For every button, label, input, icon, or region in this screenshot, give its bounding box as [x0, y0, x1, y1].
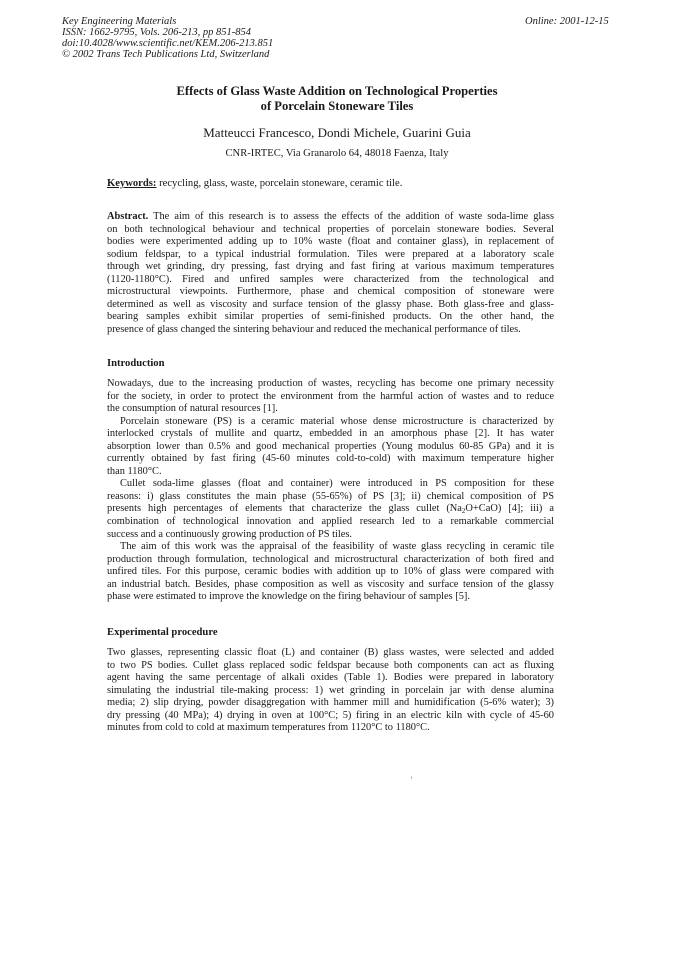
abstract-line: bearing samples exhibit similar properties of semi-finished products. On the other hand, the	[107, 311, 554, 323]
experimental-line: minutes from cold to cold at maximum temperatures from 1120°C to 1180°C.	[107, 722, 430, 734]
experimental-line: simulating the industrial tile-making process: 1) wet grinding in porcelain jar with dense alumina	[107, 684, 554, 696]
intro-line: Nowadays, due to the increasing production of wastes, recycling has become one primary necessity	[107, 378, 554, 389]
formula-subscript: 2	[461, 507, 466, 516]
intro-line: success and a continuously growing production of PS tiles.	[107, 528, 353, 540]
online-date: Online: 2001-12-15	[525, 16, 609, 27]
journal-name: Key Engineering Materials	[62, 16, 177, 27]
abstract-label: Abstract.	[107, 211, 149, 222]
keywords	[107, 177, 402, 190]
abstract-line: on both technological behaviour and technical properties of porcelain stoneware bodies. Several	[107, 223, 554, 235]
experimental-line: agent having the same percentage of alkali oxides (Table 1). Bodies were prepared in laboratory	[107, 672, 554, 684]
intro-line-formula	[107, 503, 554, 516]
experimental-heading: Experimental procedure	[107, 627, 218, 638]
introduction-body	[107, 378, 554, 604]
experimental-line: media; 2) slip drying, powder disaggregation with hammer mill and humidification (5-6% water); 3)	[107, 697, 554, 709]
abstract-line: (1120-1180°C). Fired and unfired samples were characterized from the technological and	[107, 273, 554, 285]
intro-line: combination of technological innovation and applied research led to a remarkable commercial	[107, 516, 554, 528]
paper-title	[107, 84, 567, 114]
abstract-line-text: The aim of this research is to assess the effects of the addition of waste soda-lime glass	[148, 211, 554, 222]
keywords-text: recycling, glass, waste, porcelain stoneware, ceramic tile.	[156, 178, 403, 189]
title-line-1: Effects of Glass Waste Addition on Technological Properties	[176, 84, 498, 98]
page-mark: ’	[410, 775, 413, 785]
abstract-line: presence of glass changed the sintering behaviour and reduced the mechanical performance of tiles.	[107, 323, 521, 335]
intro-line: the consumption of natural resources [1].	[107, 403, 278, 415]
intro-line: unfired tiles. For this purpose, ceramic bodies with addition up to 10% of glass were compared with	[107, 566, 554, 578]
intro-line: reasons: i) glass constitutes the main phase (55-65%) of PS [3]; ii) chemical composition of PS	[107, 490, 554, 502]
experimental-line: to two PS bodies. Cullet glass replaced sodic feldspar because both components can act as fluxing	[107, 659, 554, 671]
experimental-line: Two glasses, representing classic float (L) and container (B) glass wastes, were selected and added	[107, 647, 554, 658]
affiliation: CNR-IRTEC, Via Granarolo 64, 48018 Faenza, Italy	[225, 148, 449, 159]
intro-line: Porcelain stoneware (PS) is a ceramic material whose dense microstructure is characterized by	[120, 415, 554, 427]
doi-link[interactable]: doi:10.4028/www.scientific.net/KEM.206-213.851	[62, 38, 274, 49]
experimental-body	[107, 647, 554, 735]
journal-header	[62, 16, 273, 60]
abstract-line: bodies were experimented adding up to 10% waste (float and container glass), in replacement of	[107, 236, 554, 248]
formula-pre: presents high percentages of elements that characterize the glass cullet (Na	[107, 503, 462, 515]
copyright-line: © 2002 Trans Tech Publications Ltd, Switzerland	[62, 49, 270, 60]
intro-line: than 1180°C.	[107, 465, 162, 477]
abstract-line	[107, 211, 554, 224]
abstract-line: sodium feldspar, to a typical industrial formulation. Tiles were prepared at a laboratory scale	[107, 248, 554, 260]
intro-line: interlocked crystals of mullite and quartz, embedded in an amorphous phase [2]. It has water	[107, 428, 554, 440]
introduction-heading: Introduction	[107, 358, 165, 369]
abstract-line: through wet grinding, dry pressing, fast drying and fast firing at various maximum temperatures	[107, 261, 554, 273]
experimental-line: dry pressing (40 MPa); 4) drying in oven at 100°C; 5) firing in an electric kiln with cycle of 45-60	[107, 709, 554, 721]
abstract	[107, 211, 554, 336]
intro-line: Cullet soda-lime glasses (float and container) were introduced in PS composition for these	[120, 478, 554, 490]
issn-line: ISSN: 1662-9795, Vols. 206-213, pp 851-854	[62, 27, 251, 38]
intro-line: for the society, in order to protect the environment from the harmful action of wastes and to reduce	[107, 390, 554, 402]
intro-line: currently obtained by fast firing (45-60 minutes cold-to-cold) with maximum temperature higher	[107, 453, 554, 465]
abstract-line: microstructural viewpoints. Furthermore, phase and chemical composition of stoneware were	[107, 286, 554, 298]
title-line-2: of Porcelain Stoneware Tiles	[260, 99, 414, 113]
intro-line: production through formulation, technological and microstructural characterization of both fired and	[107, 553, 554, 565]
intro-line: The aim of this work was the appraisal of the feasibility of waste glass recycling in ceramic tile	[120, 541, 554, 553]
intro-line: an industrial batch. Besides, phase composition as well as viscosity and surface tension of the glassy	[107, 578, 554, 590]
abstract-line: determined as well as viscosity and surface tension of the glassy phase. Both glass-free and glass-	[107, 298, 554, 310]
formula-post: O+CaO) [4]; iii) a	[465, 503, 554, 515]
keywords-label: Keywords:	[107, 178, 157, 189]
intro-line: phase were estimated to improve the knowledge on the firing behaviour of samples [5].	[107, 591, 470, 603]
intro-line: absorption lower than 0.5% and good mechanical properties (Young modulus 60-85 GPa) and it is	[107, 440, 554, 452]
authors: Matteucci Francesco, Dondi Michele, Guarini Guia	[203, 125, 471, 140]
